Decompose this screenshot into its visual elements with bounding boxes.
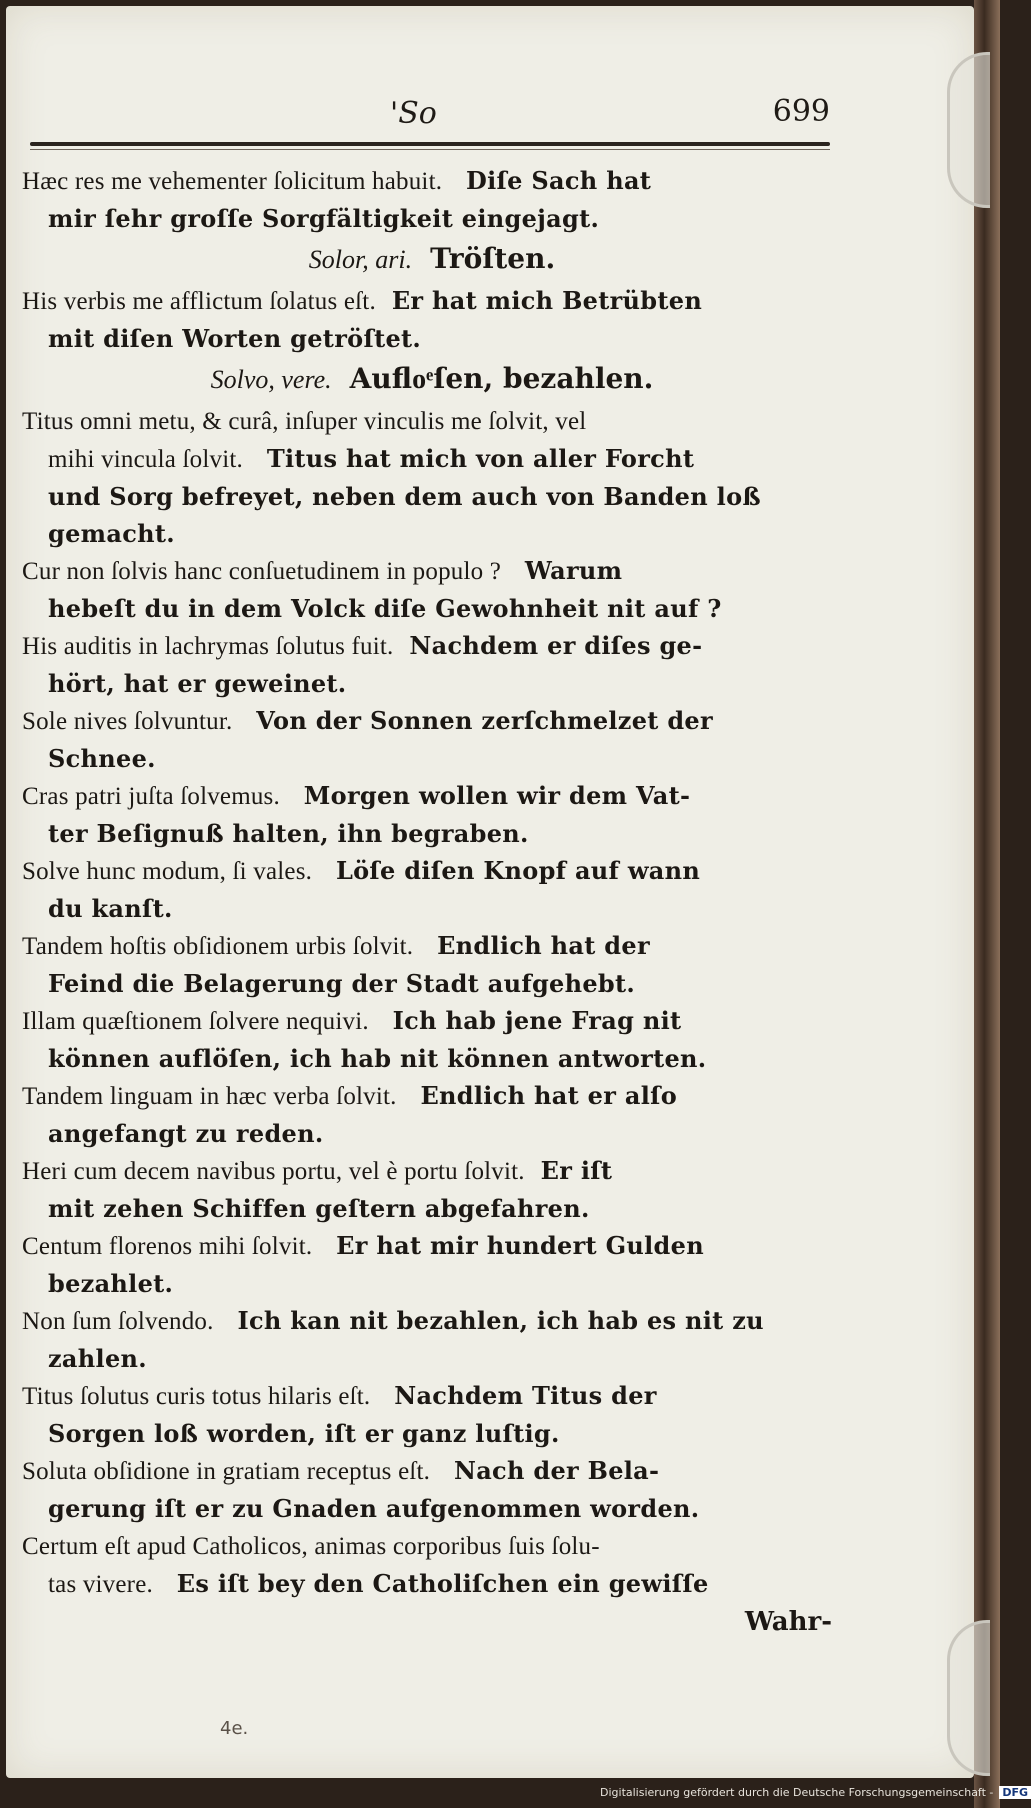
page-body: [22, 162, 842, 1641]
latin-text: Centum florenos mihi ſolvit.: [22, 1233, 313, 1260]
latin-text: mihi vincula ſolvit.: [48, 446, 243, 473]
entry-line: [22, 1190, 842, 1227]
german-text: angefangt zu reden.: [48, 1119, 324, 1148]
running-head: 'So: [390, 96, 437, 131]
headword-latin: Solor, ari.: [308, 245, 413, 274]
entry-line: [22, 1002, 842, 1040]
entry-line: [22, 852, 842, 890]
german-text: hört, hat er geweinet.: [48, 669, 347, 698]
latin-text: His verbis me afflictum ſolatus eſt.: [22, 288, 376, 315]
german-text: Schnee.: [48, 744, 156, 773]
entry-line: [22, 1452, 842, 1490]
entry-line: [22, 1415, 842, 1452]
latin-text: Cras patri juſta ſolvemus.: [22, 783, 280, 810]
entry-line: [22, 402, 842, 440]
german-text: hebeſt du in dem Volck diſe Gewohnheit nit auf ?: [48, 594, 722, 623]
entry-line: [22, 200, 842, 237]
entry-line: [22, 665, 842, 702]
credit-text: Digitalisierung gefördert durch die Deutsche Forschungsgemeinschaft -: [600, 1786, 994, 1799]
german-text: Nachdem er diſes ge-: [409, 631, 703, 660]
headword-solor: [22, 237, 842, 282]
german-text: Warum: [524, 556, 623, 585]
german-text: du kanſt.: [48, 894, 173, 923]
entry-line: [22, 162, 842, 200]
latin-text: Hæc res me vehementer ſolicitum habuit.: [22, 168, 443, 195]
headword-german: Aufloͤſen, bezahlen.: [349, 362, 654, 395]
german-text: Endlich hat er alſo: [420, 1081, 678, 1110]
german-text: Er hat mir hundert Gulden: [336, 1231, 704, 1260]
latin-text: Sole nives ſolvuntur.: [22, 708, 233, 735]
german-text: Endlich hat der: [437, 931, 650, 960]
german-text: gemacht.: [48, 519, 175, 548]
german-text: Sorgen loß worden, iſt er ganz luſtig.: [48, 1419, 560, 1448]
latin-text: Certum eſt apud Catholicos, animas corporibus ſuis ſolu-: [22, 1533, 600, 1560]
entry-line: [22, 1040, 842, 1077]
entry-line: [22, 440, 842, 478]
german-text: Er iſt: [540, 1156, 613, 1185]
latin-text: Titus ſolutus curis totus hilaris eſt.: [22, 1383, 371, 1410]
latin-text: Illam quæſtionem ſolvere nequivi.: [22, 1008, 369, 1035]
entry-line: [22, 282, 842, 320]
entry-line: [22, 890, 842, 927]
entry-line: [22, 590, 842, 627]
entry-line: [22, 1340, 842, 1377]
header-rule-thin: [30, 149, 830, 150]
entry-line: [22, 1227, 842, 1265]
entry-line: [22, 1527, 842, 1565]
entry-line: [22, 1115, 842, 1152]
entry-line: [22, 815, 842, 852]
german-text: Morgen wollen wir dem Vat-: [303, 781, 691, 810]
latin-text: Titus omni metu, & curâ, inſuper vinculis me ſolvit, vel: [22, 408, 587, 435]
german-text: können auflöſen, ich hab nit können antworten.: [48, 1044, 707, 1073]
entry-line: [22, 965, 842, 1002]
entry-line: [22, 702, 842, 740]
entry-line: [22, 1265, 842, 1302]
page-smudge: 4e.: [220, 1718, 249, 1739]
page-number: 699: [772, 94, 830, 129]
german-text: Er hat mich Betrübten: [391, 286, 703, 315]
catchword: Wahr-: [744, 1607, 832, 1637]
latin-text: Non ſum ſolvendo.: [22, 1308, 214, 1335]
latin-text: Tandem linguam in hæc verba ſolvit.: [22, 1083, 397, 1110]
german-text: ter Beſignuß halten, ihn begraben.: [48, 819, 529, 848]
entry-line: [22, 1302, 842, 1340]
german-text: Nach der Bela-: [453, 1456, 660, 1485]
latin-text: Soluta obſidione in gratiam receptus eſt.: [22, 1458, 431, 1485]
dfg-logo: DFG: [999, 1786, 1031, 1799]
entry-line: [22, 552, 842, 590]
latin-text: Cur non ſolvis hanc conſuetudinem in populo ?: [22, 558, 502, 585]
latin-text: Solve hunc modum, ſi vales.: [22, 858, 313, 885]
german-text: Titus hat mich von aller Forcht: [266, 444, 695, 473]
header-rule: [30, 142, 830, 146]
german-text: Es iſt bey den Catholiſchen ein gewiſſe: [176, 1569, 709, 1598]
latin-text: tas vivere.: [48, 1571, 153, 1598]
page-header: [30, 92, 830, 152]
entry-line: [22, 627, 842, 665]
book-binding-edge: [974, 0, 1000, 1808]
digitization-credit: [600, 1786, 1029, 1806]
headword-german: Tröſten.: [430, 242, 556, 275]
page-clip-top: [947, 52, 990, 208]
german-text: bezahlet.: [48, 1269, 174, 1298]
german-text: gerung iſt er zu Gnaden aufgenommen worden.: [48, 1494, 700, 1523]
entry-line: [22, 927, 842, 965]
entry-line: [22, 320, 842, 357]
german-text: mit zehen Schiffen geſtern abgefahren.: [48, 1194, 590, 1223]
german-text: Feind die Belagerung der Stadt aufgehebt.: [48, 969, 636, 998]
german-text: und Sorg befreyet, neben dem auch von Banden loß: [48, 482, 761, 511]
entry-line: [22, 740, 842, 777]
german-text: Löſe diſen Knopf auf wann: [335, 856, 701, 885]
entry-line: [22, 1152, 842, 1190]
entry-line: [22, 515, 842, 552]
page-clip-bottom: [947, 1620, 990, 1776]
german-text: mir ſehr groſſe Sorgfältigkeit eingejagt.: [48, 204, 600, 233]
entry-line: [22, 777, 842, 815]
entry-line: [22, 1490, 842, 1527]
german-text: Von der Sonnen zerſchmelzet der: [256, 706, 713, 735]
german-text: zahlen.: [48, 1344, 147, 1373]
entry-line: [22, 1077, 842, 1115]
entry-line: [22, 478, 842, 515]
german-text: Nachdem Titus der: [394, 1381, 657, 1410]
entry-line: [22, 1377, 842, 1415]
german-text: Ich hab jene Frag nit: [392, 1006, 682, 1035]
latin-text: His auditis in lachrymas ſolutus fuit.: [22, 633, 394, 660]
german-text: Ich kan nit bezahlen, ich hab es nit zu: [237, 1306, 764, 1335]
headword-latin: Solvo, vere.: [210, 365, 332, 394]
latin-text: Tandem hoſtis obſidionem urbis ſolvit.: [22, 933, 414, 960]
german-text: mit diſen Worten getröſtet.: [48, 324, 422, 353]
entry-line: [22, 1565, 842, 1603]
german-text: Diſe Sach hat: [466, 166, 652, 195]
latin-text: Heri cum decem navibus portu, vel è portu ſolvit.: [22, 1158, 525, 1185]
headword-solvo: [22, 357, 842, 402]
